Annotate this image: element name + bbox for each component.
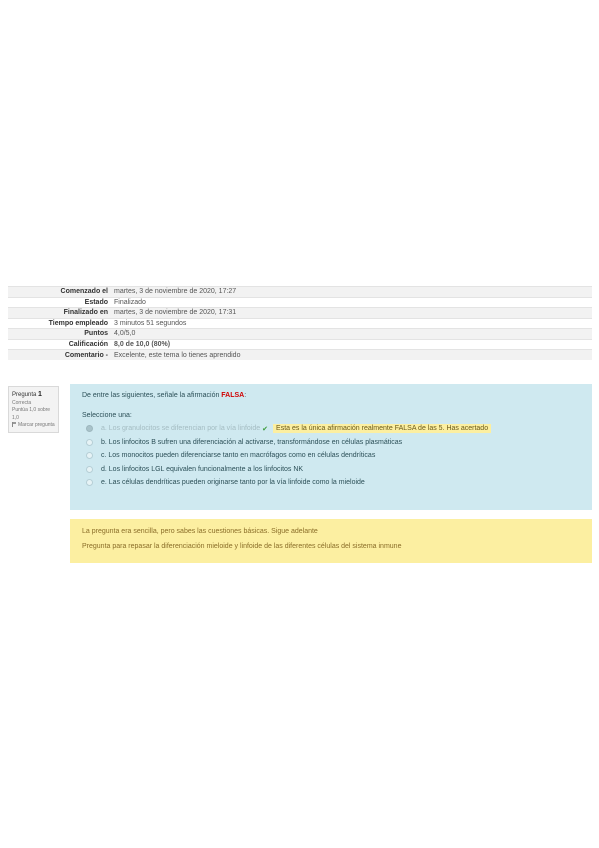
check-icon: ✔ <box>262 425 269 433</box>
flag-icon <box>12 422 17 427</box>
summary-value: Finalizado <box>111 297 592 308</box>
question-label: Pregunta <box>12 392 37 398</box>
summary-row <box>8 350 592 361</box>
flag-question-button[interactable] <box>12 422 56 429</box>
answer-label: a. Los granulocitos se diferencian por la vía linfoide <box>101 425 261 433</box>
radio-button[interactable] <box>86 425 93 432</box>
question-marks: Puntúa 1,0 sobre 1,0 <box>12 407 51 421</box>
question-outcome <box>70 519 592 563</box>
question-number-value: 1 <box>38 391 42 398</box>
attempt-summary-table <box>8 286 592 360</box>
answer-option-e[interactable] <box>82 476 580 490</box>
answer-option-c[interactable] <box>82 449 580 463</box>
summary-label: Puntos <box>8 329 111 340</box>
grade-value: 8,0 de 10,0 (80%) <box>114 340 171 348</box>
question-text-end: : <box>244 392 247 399</box>
question-text <box>82 392 580 399</box>
answer-option-b[interactable] <box>82 436 580 450</box>
question-text-start: De entre las siguientes, señale la afirmación <box>82 392 222 399</box>
summary-label: Tiempo empleado <box>8 318 111 329</box>
question-number <box>12 390 56 400</box>
question-formulation <box>70 384 592 510</box>
answer-label: c. Los monocitos pueden diferenciarse tanto en macrófagos como en células dendríticas <box>101 452 376 460</box>
answer-label: d. Los linfocitos LGL equivalen funcionalmente a los linfocitos NK <box>101 465 304 473</box>
summary-label: Estado <box>8 297 111 308</box>
answer-prompt: Seleccione una: <box>82 412 132 419</box>
review-note: Pregunta para repasar la diferenciación mieloide y linfoide de las diferentes células del sistema inmune <box>82 543 402 550</box>
summary-label: Comentario - <box>8 350 111 361</box>
answer-option-a[interactable] <box>82 422 580 436</box>
summary-value: 3 minutos 51 segundos <box>111 318 592 329</box>
question-text-highlight: FALSA <box>221 392 245 399</box>
general-feedback: La pregunta era sencilla, pero sabes las cuestiones básicas. Sigue adelante <box>82 528 318 535</box>
answer-label: e. Las células dendríticas pueden originarse tanto por la vía linfoide como la mieloide <box>101 479 365 487</box>
answer-options <box>82 422 580 490</box>
radio-button[interactable] <box>86 439 93 446</box>
question-info <box>8 386 59 433</box>
summary-label: Comenzado el <box>8 287 111 298</box>
summary-value: Excelente, este tema lo tienes aprendido <box>111 350 592 361</box>
radio-button[interactable] <box>86 466 93 473</box>
summary-row <box>8 297 592 308</box>
summary-row <box>8 287 592 298</box>
summary-row <box>8 308 592 319</box>
answer-label: b. Los linfocitos B sufren una diferenciación al activarse, transformándose en células plasmáticas <box>101 438 403 446</box>
summary-value: martes, 3 de noviembre de 2020, 17:31 <box>111 308 592 319</box>
summary-value: martes, 3 de noviembre de 2020, 17:27 <box>111 287 592 298</box>
summary-row <box>8 318 592 329</box>
summary-label: Calificación <box>8 339 111 350</box>
answer-option-d[interactable] <box>82 463 580 477</box>
flag-label: Marcar pregunta <box>18 421 55 428</box>
summary-value <box>111 339 592 350</box>
radio-button[interactable] <box>86 479 93 486</box>
summary-label: Finalizado en <box>8 308 111 319</box>
specific-feedback: Esta es la única afirmación realmente FALSA de las 5. Has acertado <box>273 424 491 433</box>
summary-row <box>8 339 592 350</box>
summary-value: 4,0/5,0 <box>111 329 592 340</box>
question-state: Correcta <box>12 400 32 407</box>
summary-row <box>8 329 592 340</box>
radio-button[interactable] <box>86 452 93 459</box>
